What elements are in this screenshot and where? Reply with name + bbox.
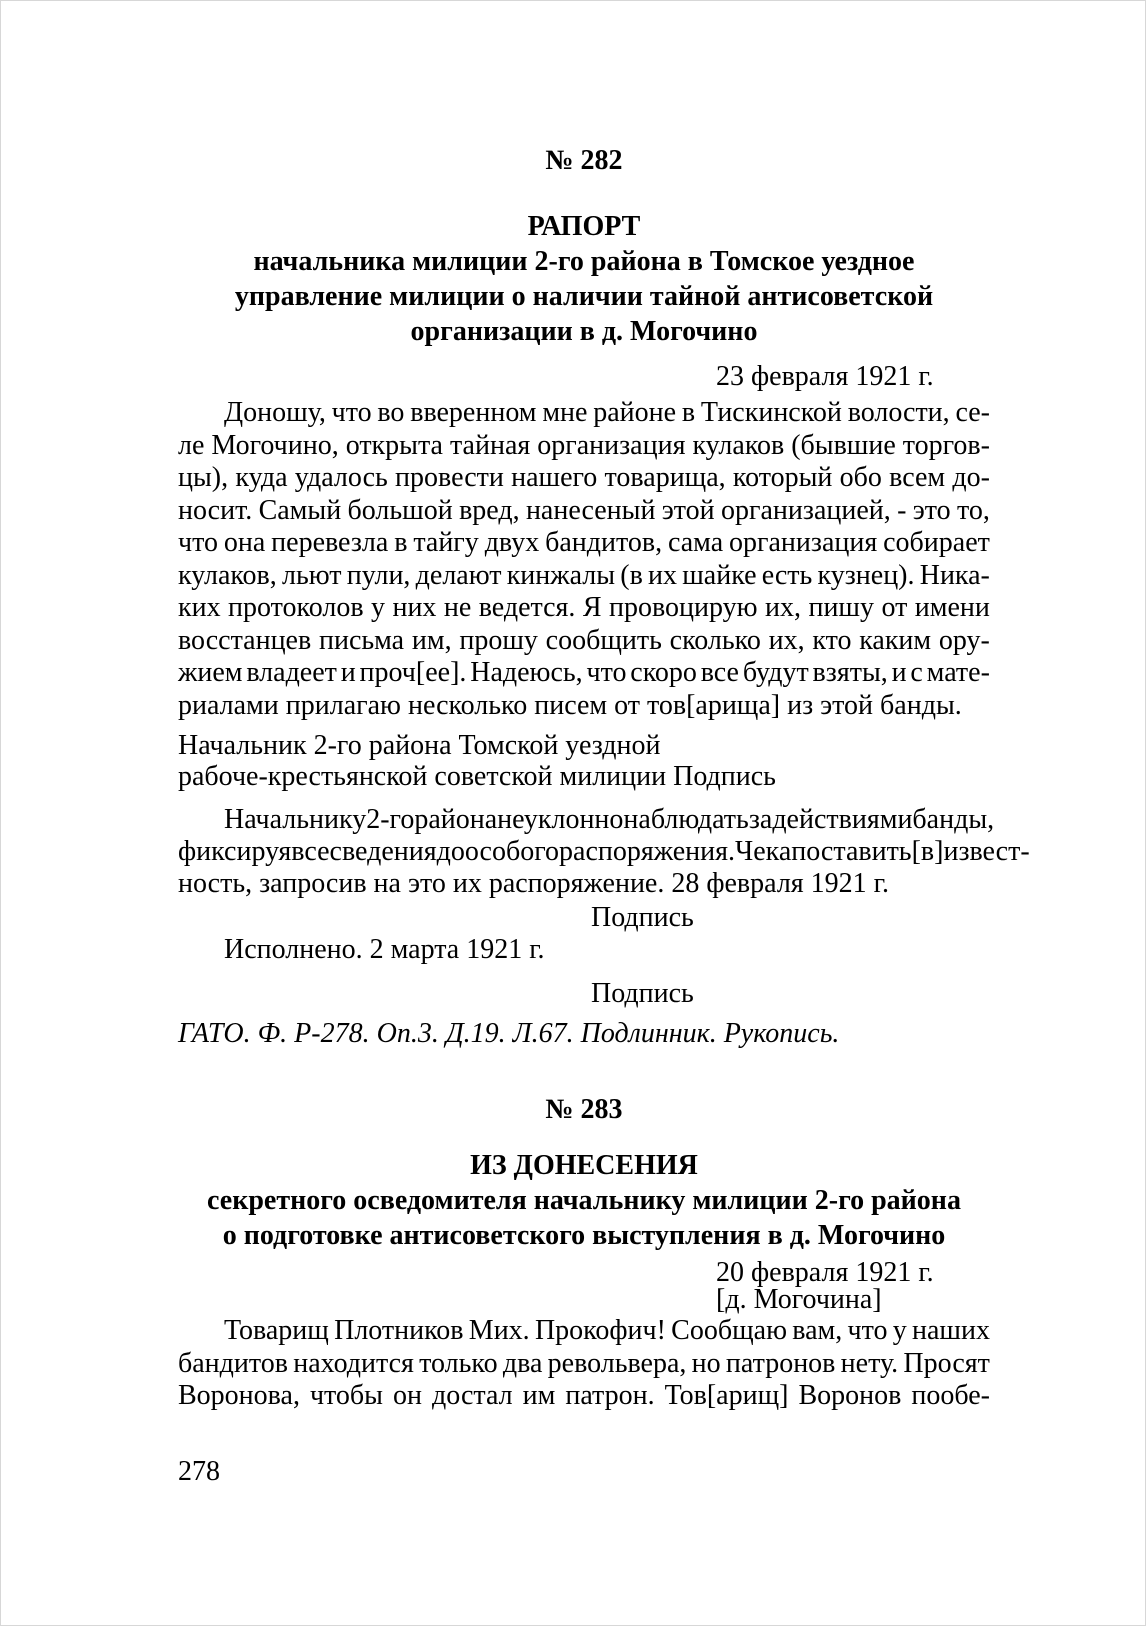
- doc282-body-paragraph: Доношу, что во вверенном мне районе в Тискинской волости, се- ле Могочино, открыта тайная организация кулаков (бывшие торгов- цы), куда удалось провести нашего товарища, который обо всем до- носит. Самый большой вред, нанесеный этой организацией, - это то, что она перевезла в тайгу двух бандитов, сама организация собирает кулаков, льют пули, делают кинжалы (в их шайке есть кузнец). Ника- ких протоколов у них не ведется. Я провоцирую их, пишу от имени восстанцев письма им, прошу сообщить сколько их, кто каким ору- жием владеет и проч[ее]. Надеюсь, что скоро все будут взяты, и с мате- риалами прилагаю несколько писем от тов[арища] из этой банды.: [178, 397, 990, 721]
- doc283-title: ИЗ ДОНЕСЕНИЯ: [470, 1150, 698, 1181]
- doc282-resolution-paragraph: Начальнику 2-го района неуклонно наблюдать за действиями банды, фиксируя все сведения до особого распоряжения. Чека поставить [в] извест- ность, запросив на это их распоряжение. 28 февраля 1921 г.: [178, 804, 1030, 899]
- doc283-body-paragraph: Товарищ Плотников Мих. Прокофич! Сообщаю вам, что у наших бандитов находится только два револьвера, но патронов нету. Просят Воронова, чтобы он достал им патрон. Тов[арищ] Воронов пообе-: [178, 1315, 990, 1411]
- doc283-subtitle: секретного осведомителя начальнику милиции 2-го района о подготовке антисоветского выступления в д. Могочино: [207, 1185, 961, 1251]
- doc282-number: № 282: [545, 145, 623, 176]
- doc283-date-place: 20 февраля 1921 г. [д. Могочина]: [716, 1257, 934, 1315]
- doc282-executed-note: Исполнено. 2 марта 1921 г.: [224, 934, 545, 965]
- doc282-archive-reference: ГАТО. Ф. Р-278. Оп.3. Д.19. Л.67. Подлинник. Рукопись.: [178, 1018, 840, 1049]
- text-column: [178, 1, 1030, 1413]
- doc283-number: № 283: [545, 1094, 623, 1125]
- page-number: 278: [178, 1456, 220, 1487]
- doc282-date: 23 февраля 1921 г.: [716, 361, 934, 392]
- doc282-signature-1: Подпись: [591, 902, 694, 933]
- doc282-title: РАПОРТ: [527, 211, 641, 242]
- doc282-signature-block: Начальник 2-го района Томской уездной рабоче-крестьянской советской милиции Подпись: [178, 730, 776, 792]
- doc282-subtitle: начальника милиции 2-го района в Томское уездное управление милиции о наличии тайной антисоветской организации в д. Могочино: [234, 246, 934, 347]
- doc282-signature-2: Подпись: [591, 978, 694, 1009]
